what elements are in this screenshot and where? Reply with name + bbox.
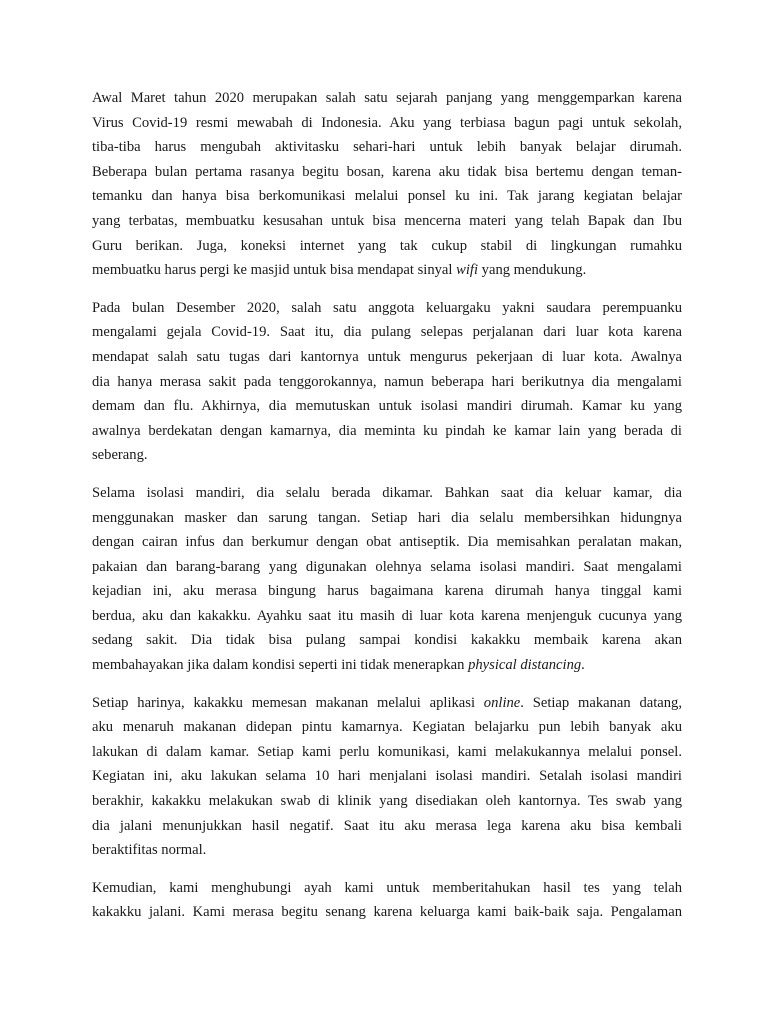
text-run: Virus Covid-19 resmi mewabah di Indonesia. Aku yang terbiasa bagun pagi untuk sekolah, xyxy=(92,114,682,131)
text-run: membahayakan jika dalam kondisi seperti ini tidak menerapkan xyxy=(92,657,469,674)
text-line xyxy=(92,419,682,444)
text-run: membuatku harus pergi ke masjid untuk bisa mendapat sinyal xyxy=(92,262,457,279)
text-run: berakhir, kakakku melakukan swab di klinik yang disediakan oleh kantornya. Tes swab yang xyxy=(92,793,682,810)
text-line xyxy=(92,789,682,814)
text-run: demam dan flu. Akhirnya, dia memutuskan untuk isolasi mandiri dirumah. Kamar ku yang xyxy=(92,398,682,415)
text-line xyxy=(92,443,682,468)
text-run: seberang. xyxy=(92,447,148,464)
text-run: mengalami gejala Covid-19. Saat itu, dia pulang selepas perjalanan dari luar kota karena xyxy=(92,324,682,341)
paragraph xyxy=(92,691,682,863)
text-line xyxy=(92,764,682,789)
text-run: menggunakan masker dan sarung tangan. Setiap hari dia selalu membersihkan hidungnya xyxy=(92,509,682,526)
text-run: Kemudian, kami menghubungi ayah kami untuk memberitahukan hasil tes yang telah xyxy=(92,879,682,896)
document-body xyxy=(92,86,682,925)
text-line xyxy=(92,234,682,259)
text-run: pakaian dan barang-barang yang digunakan olehnya selama isolasi mandiri. Saat mengalami xyxy=(92,558,682,575)
text-run: berdua, aku dan kakakku. Ayahku saat itu masih di luar kota karena menjenguk cucunya yang xyxy=(92,607,682,624)
text-line xyxy=(92,135,682,160)
text-run: awalnya berdekatan dengan kamarnya, dia meminta ku pindah ke kamar lain yang berada di xyxy=(92,422,682,439)
paragraph xyxy=(92,296,682,468)
text-line xyxy=(92,258,682,283)
text-run: tiba-tiba harus mengubah aktivitasku sehari-hari untuk lebih banyak belajar dirumah. xyxy=(92,139,682,156)
text-run: beraktifitas normal. xyxy=(92,842,207,859)
text-run: Selama isolasi mandiri, dia selalu berada dikamar. Bahkan saat dia keluar kamar, dia xyxy=(92,484,682,501)
text-line xyxy=(92,184,682,209)
text-run: Pada bulan Desember 2020, salah satu anggota keluargaku yakni saudara perempuanku xyxy=(92,299,682,316)
text-run: Beberapa bulan pertama rasanya begitu bosan, karena aku tidak bisa bertemu dengan teman- xyxy=(92,163,682,180)
text-run: . xyxy=(581,657,585,674)
text-run: . Setiap makanan datang, xyxy=(520,694,682,711)
text-line xyxy=(92,506,682,531)
text-line xyxy=(92,86,682,111)
text-line xyxy=(92,579,682,604)
italic-term: physical distancing xyxy=(468,657,582,674)
text-run: yang mendukung. xyxy=(478,262,587,279)
text-line xyxy=(92,555,682,580)
text-run: temanku dan hanya bisa berkomunikasi melalui ponsel ku ini. Tak jarang kegiatan belajar xyxy=(92,188,682,205)
text-line xyxy=(92,814,682,839)
text-run: dengan cairan infus dan berkumur dengan obat antiseptik. Dia memisahkan peralatan makan, xyxy=(92,534,682,551)
text-run: mendapat salah satu tugas dari kantornya untuk mengurus pekerjaan di luar kota. Awalnya xyxy=(92,348,682,365)
italic-term: online xyxy=(483,694,521,711)
text-line xyxy=(92,604,682,629)
text-run: dia jalani menunjukkan hasil negatif. Saat itu aku merasa lega karena aku bisa kembali xyxy=(92,817,682,834)
text-line xyxy=(92,838,682,863)
text-line xyxy=(92,653,682,678)
text-line xyxy=(92,209,682,234)
text-run: dia hanya merasa sakit pada tenggorokannya, namun beberapa hari berikutnya dia mengalami xyxy=(92,373,682,390)
text-line xyxy=(92,345,682,370)
text-run: aku menaruh makanan didepan pintu kamarnya. Kegiatan belajarku pun lebih banyak aku xyxy=(92,719,682,736)
text-line xyxy=(92,691,682,716)
text-line xyxy=(92,900,682,925)
text-run: Kegiatan ini, aku lakukan selama 10 hari menjalani isolasi mandiri. Setalah isolasi mandiri xyxy=(92,768,682,785)
italic-term: wifi xyxy=(456,262,479,279)
text-line xyxy=(92,320,682,345)
text-run: yang terbatas, membuatku kesusahan untuk bisa mencerna materi yang telah Bapak dan Ibu xyxy=(92,212,682,229)
text-run: Setiap harinya, kakakku memesan makanan melalui aplikasi xyxy=(92,694,484,711)
text-run: sedang sakit. Dia tidak bisa pulang sampai kondisi kakakku membaik karena akan xyxy=(92,632,682,649)
paragraph xyxy=(92,481,682,678)
text-line xyxy=(92,740,682,765)
text-run: lakukan di dalam kamar. Setiap kami perlu komunikasi, kami melakukannya melalui ponsel. xyxy=(92,743,682,760)
text-line xyxy=(92,394,682,419)
text-line xyxy=(92,481,682,506)
text-run: kakakku jalani. Kami merasa begitu senang karena keluarga kami baik-baik saja. Pengalaman xyxy=(92,904,682,921)
paragraph xyxy=(92,86,682,283)
text-line xyxy=(92,111,682,136)
text-run: Awal Maret tahun 2020 merupakan salah satu sejarah panjang yang menggemparkan karena xyxy=(92,90,682,106)
paragraph xyxy=(92,876,682,925)
text-run: Guru berikan. Juga, koneksi internet yang tak cukup stabil di lingkungan rumahku xyxy=(92,237,682,254)
text-line xyxy=(92,876,682,901)
text-line xyxy=(92,160,682,185)
text-run: kejadian ini, aku merasa bingung harus bagaimana karena dirumah hanya tinggal kami xyxy=(92,583,682,600)
text-line xyxy=(92,715,682,740)
text-line xyxy=(92,370,682,395)
text-line xyxy=(92,628,682,653)
text-line xyxy=(92,296,682,321)
text-line xyxy=(92,530,682,555)
